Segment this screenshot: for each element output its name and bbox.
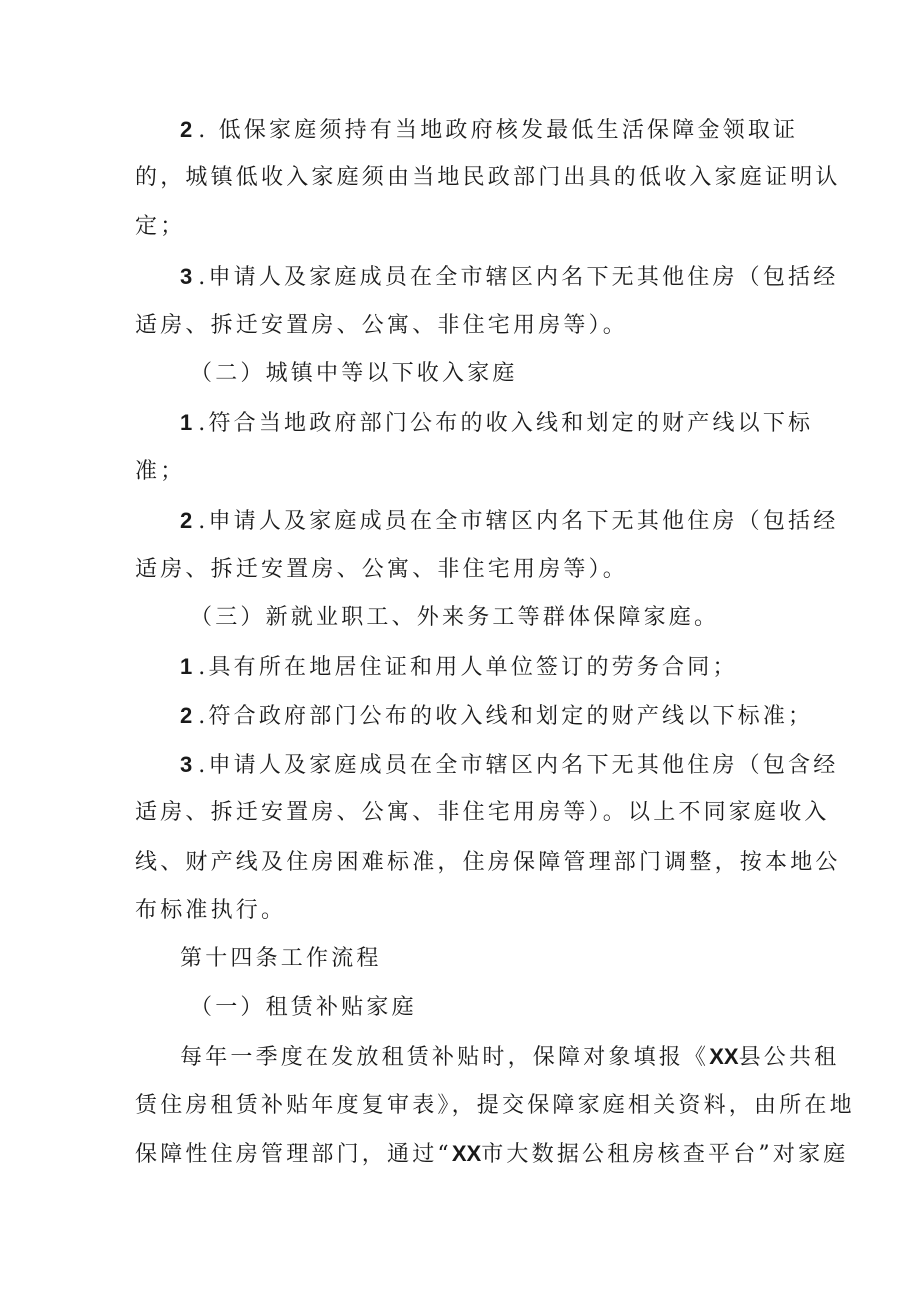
paragraph-line: 3 .申请人及家庭成员在全市辖区内名下无其他住房（包含经 <box>180 752 839 778</box>
item-number: 2 <box>180 508 193 533</box>
paragraph-line: 的，城镇低收入家庭须由当地民政部门出具的低收入家庭证明认 <box>135 165 841 190</box>
paragraph-line: 布标准执行。 <box>135 898 287 923</box>
item-number: 3 <box>180 752 193 777</box>
paragraph-line: 每年一季度在发放租赁补贴时，保障对象填报《XX县公共租 <box>180 1044 840 1070</box>
item-number: 1 <box>180 654 193 679</box>
paragraph-line: 准； <box>135 459 186 484</box>
paragraph-line: 适房、拆迁安置房、公寓、非住宅用房等）。以上不同家庭收入 <box>135 800 830 825</box>
item-number: 1 <box>180 410 193 435</box>
paragraph-line: 2 .符合政府部门公布的收入线和划定的财产线以下标准； <box>180 703 814 729</box>
paragraph-line: 2 .申请人及家庭成员在全市辖区内名下无其他住房（包括经 <box>180 508 839 534</box>
article-heading: 第十四条工作流程 <box>180 946 382 971</box>
paragraph-line: 3 .申请人及家庭成员在全市辖区内名下无其他住房（包括经 <box>180 264 839 290</box>
paragraph-line: 适房、拆迁安置房、公寓、非住宅用房等）。 <box>135 313 629 338</box>
paragraph-line: 2 . 低保家庭须持有当地政府核发最低生活保障金领取证 <box>180 117 799 143</box>
item-number: 2 <box>180 703 193 728</box>
item-number: 2 <box>180 117 193 142</box>
paragraph-line: 赁住房租赁补贴年度复审表》，提交保障家庭相关资料，由所在地 <box>135 1093 855 1118</box>
paragraph-line: 1 .符合当地政府部门公布的收入线和划定的财产线以下标 <box>180 410 814 436</box>
paragraph-line: 1 .具有所在地居住证和用人单位签订的劳务合同； <box>180 654 738 680</box>
paragraph-line: 定； <box>135 214 186 239</box>
paragraph-line: 线、财产线及住房困难标准，住房保障管理部门调整，按本地公 <box>135 850 841 875</box>
paragraph-line: 保障性住房管理部门，通过“XX市大数据公租房核查平台”对家庭 <box>135 1141 849 1167</box>
item-number: 3 <box>180 264 193 289</box>
section-heading: （三）新就业职工、外来务工等群体保障家庭。 <box>190 605 720 630</box>
paragraph-line: 适房、拆迁安置房、公寓、非住宅用房等）。 <box>135 557 629 582</box>
section-heading: （一）租赁补贴家庭 <box>190 995 417 1020</box>
section-heading: （二）城镇中等以下收入家庭 <box>190 361 518 386</box>
